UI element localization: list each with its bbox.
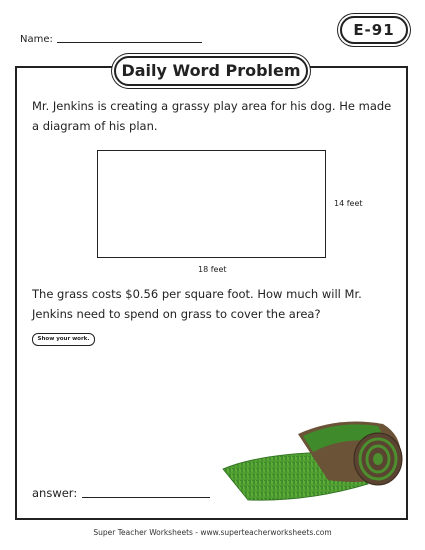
width-label: 18 feet — [198, 265, 227, 274]
name-field — [20, 33, 202, 45]
name-label: Name: — [20, 34, 53, 45]
worksheet-code-badge: E-91 — [340, 16, 408, 44]
play-area-diagram — [97, 150, 326, 258]
problem-intro: Mr. Jenkins is creating a grassy play area for his dog. He made a diagram of his plan. — [32, 99, 392, 133]
grass-sod-roll-illustration — [218, 414, 408, 504]
answer-field — [32, 486, 210, 500]
name-line[interactable] — [57, 33, 202, 43]
answer-line[interactable] — [82, 487, 210, 498]
page-title: Daily Word Problem — [114, 56, 308, 86]
problem-question: The grass costs $0.56 per square foot. How much will Mr. Jenkins need to spend on grass to cover the area? — [32, 287, 362, 321]
page-footer: Super Teacher Worksheets - www.superteacherworksheets.com — [93, 528, 332, 537]
answer-label: answer: — [32, 486, 78, 500]
height-label: 14 feet — [334, 199, 363, 208]
show-work-badge: Show your work. — [32, 333, 95, 346]
